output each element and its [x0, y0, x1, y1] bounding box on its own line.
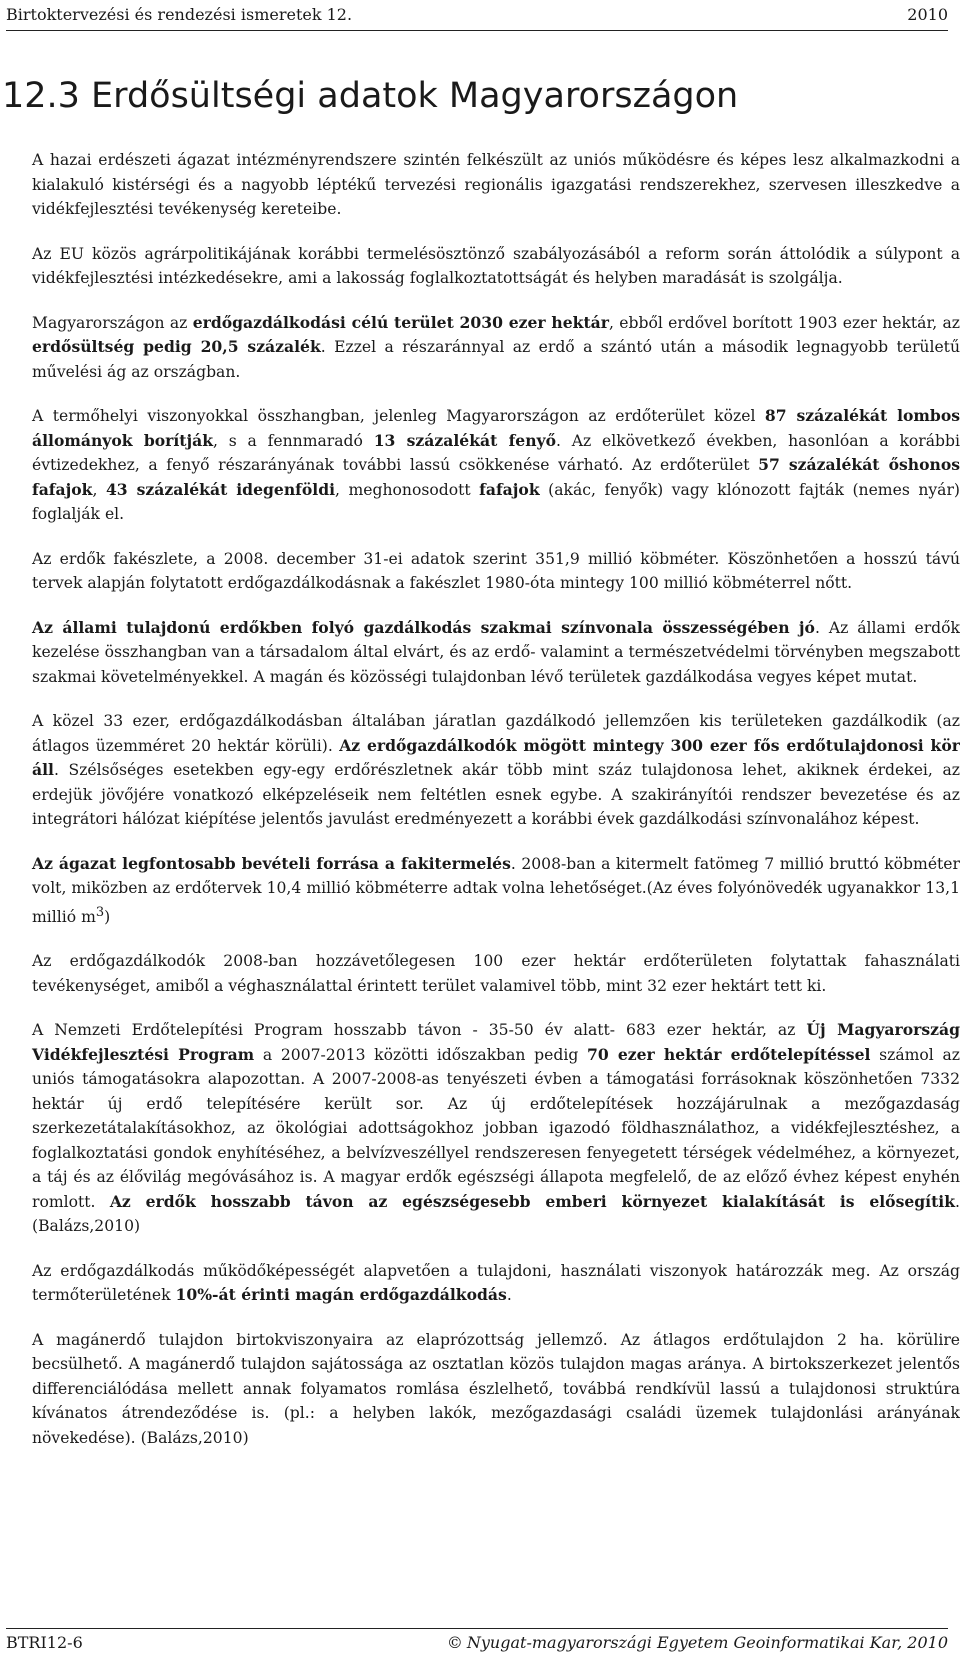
paragraph	[32, 949, 960, 998]
text-run: A magánerdő tulajdon birtokviszonyaira az elaprózottság jellemző. Az átlagos erdőtulajdon 2 ha. körülire becsülhető. A magánerdő tulajdon sajátossága az osztatlan közös tulajdon magas aránya. A birtokszerkezet jelentős differenciálódása mellett annak folyamatos romlása észlelhető, továbbá rendkívül lassú a tulajdonosi struktúra kívánatos átrendeződése is. (pl.: a helyben lakók, mezőgazdasági családi üzemek tulajdonlási arányának növekedése). (Balázs,2010)	[32, 1330, 960, 1447]
text-run: . Az elkövetkező években, hasonlóan a korábbi évtizedekhez, a fenyő részarányának további lassú csökkenése várható. Az erdőterület	[32, 431, 960, 474]
text-run: . Ezzel a részaránnyal az erdő a szántó után a második legnagyobb területű művelési ág az országban.	[32, 338, 960, 381]
bold-text: 13 százalékát fenyő	[373, 430, 556, 450]
paragraph	[32, 148, 960, 222]
text-run: A termőhelyi viszonyokkal összhangban, jelenleg Magyarországon az erdőterület közel	[32, 407, 765, 425]
text-run: (akác, fenyők) vagy klónozott fajták (nemes nyár) foglalják el.	[32, 480, 960, 523]
header-year: 2010	[907, 5, 948, 24]
page-footer	[6, 1628, 948, 1657]
text-run: , s a fennmaradó	[213, 431, 374, 450]
bold-text: erdőgazdálkodási célú terület 2030 ezer hektár	[192, 312, 609, 332]
bold-text: Az ágazat legfontosabb bevételi forrása a fakitermelés	[32, 853, 511, 873]
text-run: A közel 33 ezer, erdőgazdálkodásban általában járatlan gazdálkodó jellemzően kis területeken gazdálkodik (az átlagos üzemméret 20 hektár körüli).	[32, 712, 960, 755]
bold-text: erdősültség pedig 20,5 százalék	[32, 337, 321, 356]
bold-text: Az erdők hosszabb távon az egészségesebb emberi környezet kialakítását is elősegítik	[109, 1191, 956, 1211]
text-run: . Az állami erdők kezelése összhangban van a társadalom által elvárt, és az erdő- valamint a természetvédelmi törvényben megszabott szakmai követelményekkel. A magán és közösségi tulajdonban lévő területek gazdálkodása vegyes képet mutat.	[32, 618, 960, 686]
text-run: A Nemzeti Erdőtelepítési Program hosszabb távon - 35-50 év alatt- 683 ezer hektár, az	[32, 1021, 807, 1040]
text-run: )	[104, 907, 111, 926]
text-run: Az erdők fakészlete, a 2008. december 31-ei adatok szerint 351,9 millió köbméter. Köszönhetően a hosszú távú tervek alapján folytatott erdőgazdálkodásnak a fakészlet 1980-óta mintegy 100 millió köbméterrel nőtt.	[32, 549, 960, 592]
text-run: . 2008-ban a kitermelt fatömeg 7 millió bruttó köbméter volt, miközben az erdőtervek 10,4 millió köbméterre adtak volna lehetőséget.(Az éves folyónövedék ugyanakkor 13,1 millió m	[32, 854, 960, 926]
text-run: , ebből erdővel borított 1903 ezer hektár, az	[609, 313, 960, 332]
bold-text: 87 százalékát lombos állományok borítják	[32, 406, 960, 450]
text-run: A hazai erdészeti ágazat intézményrendszere szintén felkészült az uniós működésre és képes lesz alkalmazkodni a kialakuló kistérségi és a nagyobb léptékű tervezési regionális igazgatási rendszerekhez, szervesen illeszkedve a vidékfejlesztési tevékenység kereteibe.	[32, 151, 960, 218]
bold-text: 70 ezer hektár erdőtelepítéssel	[587, 1044, 871, 1064]
paragraph	[32, 852, 960, 930]
footer-publisher	[447, 1629, 948, 1657]
text-run: Az erdőgazdálkodás működőképességét alapvetően a tulajdoni, használati viszonyok határozzák meg. Az ország termőterületének	[32, 1261, 960, 1305]
header-course-title: Birtoktervezési és rendezési ismeretek 12.	[6, 5, 353, 24]
bold-text: Új Magyarország Vidékfejlesztési Program	[32, 1020, 960, 1064]
text-run: Az EU közös agrárpolitikájának korábbi termelésösztönző szabályozásából a reform során áttolódik a súlypont a vidékfejlesztési intézkedésekre, ami a lakosság foglalkoztatottságát és helyben maradását is szolgálja.	[32, 244, 960, 287]
paragraph	[32, 1259, 960, 1308]
text-run: ,	[92, 480, 106, 499]
text-run: a 2007-2013 közötti időszakban pedig	[254, 1045, 587, 1064]
page-header	[6, 2, 948, 31]
text-run: .	[506, 1286, 512, 1305]
paragraph	[32, 709, 960, 832]
paragraph	[32, 404, 960, 527]
bold-text: 10%-át érinti magán erdőgazdálkodás	[175, 1285, 507, 1305]
paragraph	[32, 242, 960, 291]
paragraph	[32, 311, 960, 385]
copyright-icon: ©	[446, 1633, 463, 1652]
bold-text: fafajok	[479, 479, 540, 499]
text-run: Magyarországon az	[32, 313, 193, 332]
bold-text: 57 százalékát őshonos fafajok	[32, 455, 960, 499]
text-run: . (Balázs,2010)	[32, 1192, 960, 1236]
paragraph	[32, 616, 960, 690]
bold-text: Az állami tulajdonú erdőkben folyó gazdálkodás szakmai színvonala összességében jó	[32, 617, 815, 637]
bold-text: Az erdőgazdálkodók mögött mintegy 300 ezer fős erdőtulajdonosi kör áll	[32, 735, 960, 779]
footer-page-number: BTRI12-6	[6, 1633, 83, 1652]
paragraph	[32, 547, 960, 596]
section-title: 12.3 Erdősültségi adatok Magyarországon	[2, 76, 739, 116]
text-run: számol az uniós támogatásokra alapozottan. A 2007-2008-as tenyészeti évben a támogatási forrásoknak köszönhetően 7332 hektár új erdő telepítésére került sor. Az új erdőtelepítések hozzájárulnak a mezőgazdaság szerkezetátalakításokhoz, az ökológiai adottságokhoz jobban igazodó földhasználathoz, a vidékfejlesztéshez, a foglalkoztatási gondok enyhítéséhez, a belvízveszéllyel rendszeresen fenyegetett térségek védelméhez, a környezet, a táj és az élővilág megóvásához is. A magyar erdők egészségi állapota megfelelő, de az előző évhez képest enyhén romlott.	[32, 1045, 960, 1211]
superscript: 3	[95, 904, 105, 920]
paragraph	[32, 1018, 960, 1239]
paragraph	[32, 1328, 960, 1451]
body-text	[32, 148, 960, 1470]
text-run: . Szélsőséges esetekben egy-egy erdőrészletnek akár több mint száz tulajdonosa lehet, akiknek érdekei, az erdejük jövőjére vonatkozó elképzeléseik nem feltétlen esnek egybe. A szakirányítói rendszer bevezetése és az integrátori hálózat kiépítése jelentős javulást eredményezett a korábbi évek gazdálkodási színvonalához képest.	[32, 761, 960, 828]
footer-publisher-text: Nyugat-magyarországi Egyetem Geoinformatikai Kar, 2010	[466, 1633, 948, 1652]
bold-text: 43 százalékát idegenföldi	[105, 479, 336, 499]
text-run: , meghonosodott	[335, 480, 480, 499]
text-run: Az erdőgazdálkodók 2008-ban hozzávetőlegesen 100 ezer hektár erdőterületen folytattak fahasználati tevékenységet, amiből a véghasználattal érintett terület valamivel több, mint 32 ezer hektárt tett ki.	[32, 952, 960, 995]
